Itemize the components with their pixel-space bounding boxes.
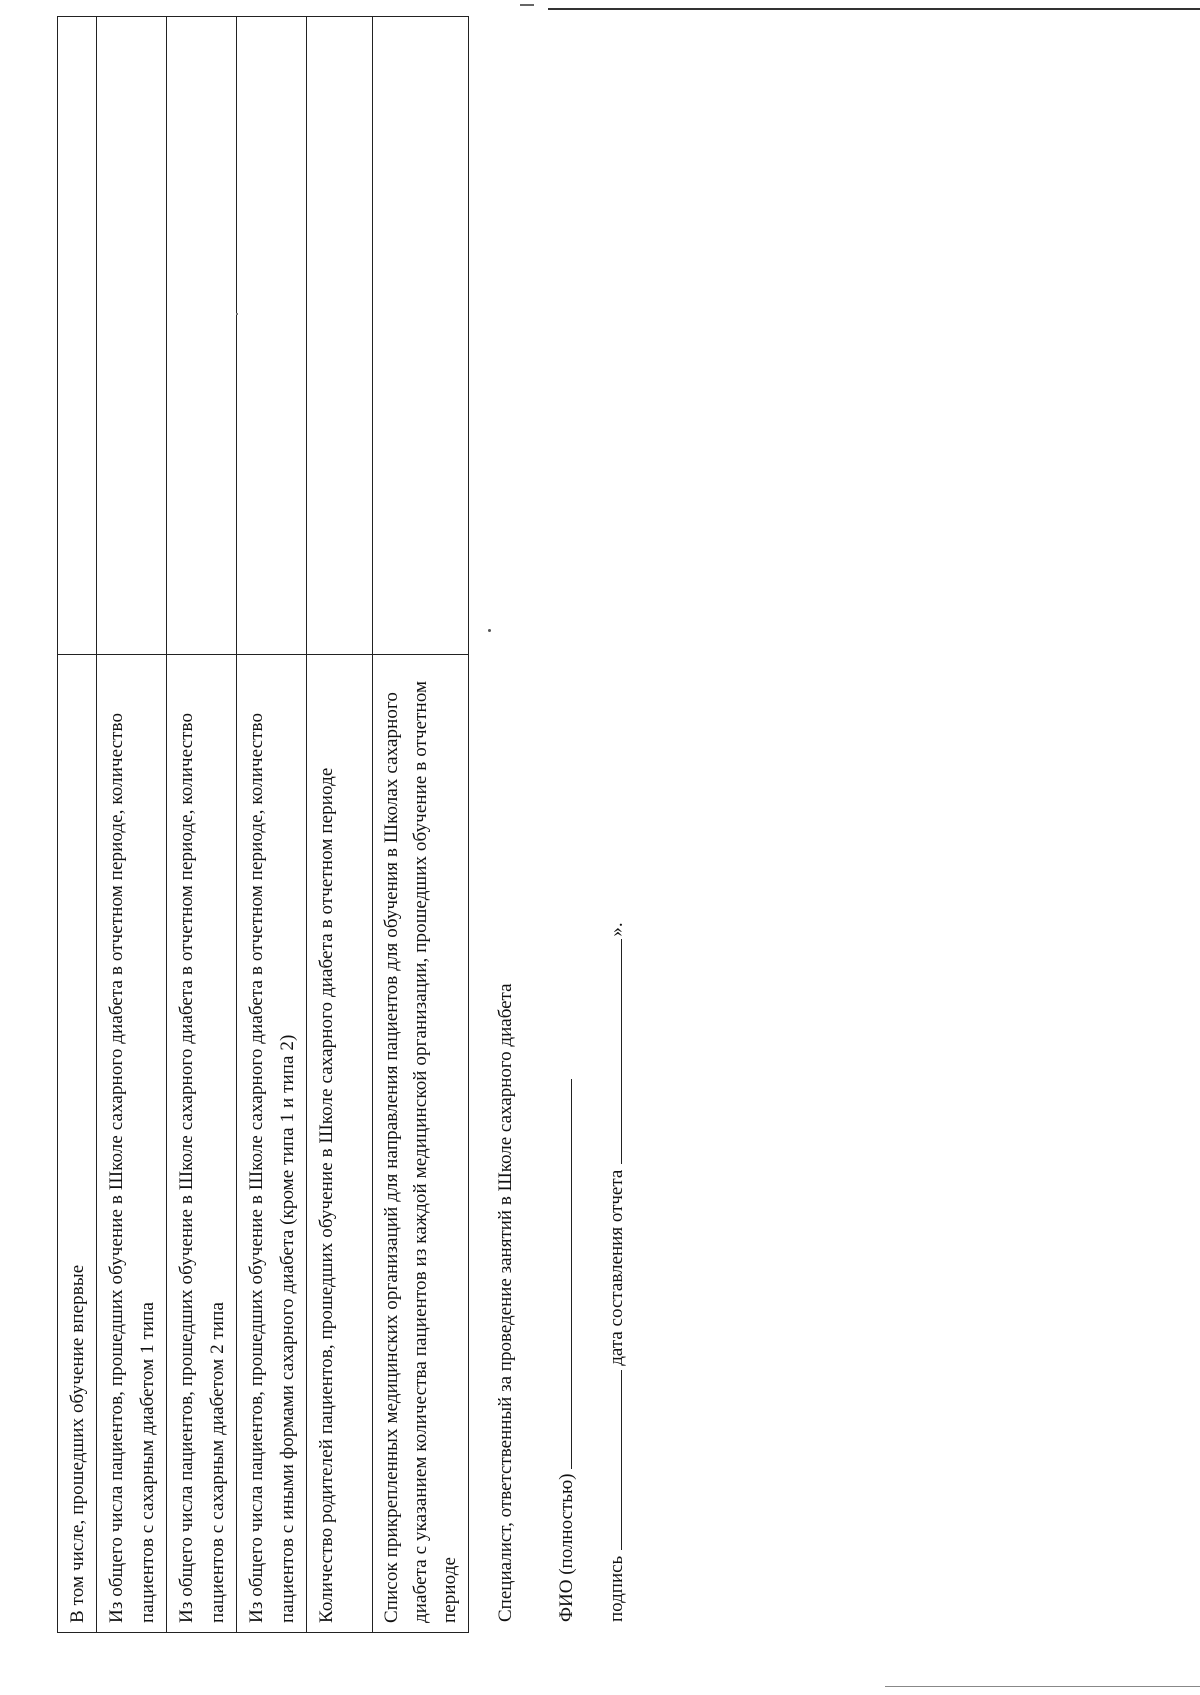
row-description: Из общего числа пациентов, прошедших обучение в Школе сахарного диабета в отчетном периоде, количество пациентов с сахарным диабетом 1 типа (97, 655, 167, 1633)
table-row (97, 17, 167, 1633)
row-description: Из общего числа пациентов, прошедших обучение в Школе сахарного диабета в отчетном периоде, количество пациентов с иными формами сахарного диабета (кроме типа 1 и типа 2) (237, 655, 307, 1633)
row-value (58, 17, 97, 655)
row-description: Список прикрепленных медицинских организаций для направления пациентов для обучения в Школах сахарного диабета с указанием количества пациентов из каждой медицинской организации, прошедших обучение в отчетном периоде (373, 655, 469, 1633)
table-row (167, 17, 237, 1633)
stray-mark (236, 313, 238, 315)
stray-mark (488, 629, 491, 632)
row-value (373, 17, 469, 655)
specialist-label: Специалист, ответственный за проведение занятий в Школе сахарного диабета (495, 983, 516, 1622)
table-row (373, 17, 469, 1633)
date-label: дата составления отчета (606, 1169, 627, 1366)
fio-blank-line (553, 1080, 572, 1470)
row-value (237, 17, 307, 655)
date-blank-line (603, 939, 622, 1164)
table-row (307, 17, 373, 1633)
row-value (97, 17, 167, 655)
table-row (237, 17, 307, 1633)
signature-label: подпись (606, 1555, 627, 1622)
row-description: Количество родителей пациентов, прошедших обучение в Школе сахарного диабета в отчетном периоде (307, 655, 373, 1633)
table-row (58, 17, 97, 1633)
row-description: Из общего числа пациентов, прошедших обучение в Школе сахарного диабета в отчетном периоде, количество пациентов с сахарным диабетом 2 типа (167, 655, 237, 1633)
row-value (167, 17, 237, 655)
fio-label: ФИО (полностью) (556, 1473, 577, 1622)
signature-blank-line (603, 1370, 622, 1550)
report-table (57, 16, 469, 1633)
row-description: В том числе, прошедших обучение впервые (58, 655, 97, 1633)
row-value (307, 17, 373, 655)
signature-row (603, 922, 628, 1622)
date-closing-quote: ». (606, 922, 627, 937)
fio-field (553, 1080, 578, 1623)
